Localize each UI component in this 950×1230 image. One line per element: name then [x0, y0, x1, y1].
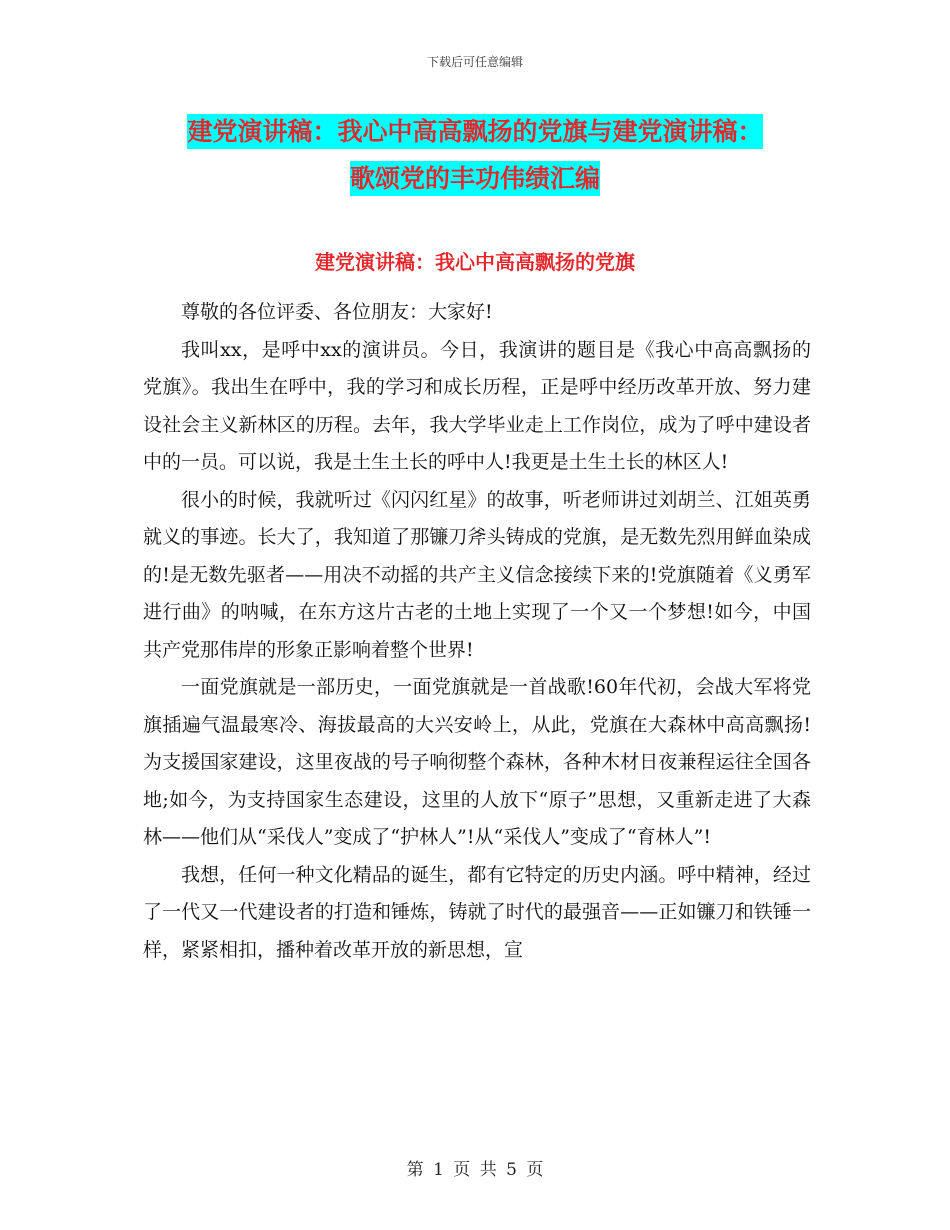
document-title	[130, 108, 820, 202]
paragraph: 很小的时候，我就听过《闪闪红星》的故事，听老师讲过刘胡兰、江姐英勇就义的事迹。长大了，我知道了那镰刀斧头铸成的党旗，是无数先烈用鲜血染成的!是无数先驱者——用决不动摇的共产主义信念接续下来的!党旗随着《义勇军进行曲》的呐喊，在东方这片古老的土地上实现了一个又一个梦想!如今，中国共产党那伟岸的形象正影响着整个世界!	[143, 488, 811, 661]
paragraph: 一面党旗就是一部历史，一面党旗就是一首战歌!60年代初，会战大军将党旗插遍气温最寒冷、海拔最高的大兴安岭上，从此，党旗在大森林中高高飘扬!为支援国家建设，这里夜战的号子响彻整个森林，各种木材日夜兼程运往全国各地;如今，为支持国家生态建设，这里的人放下“原子”思想，又重新走进了大森林——他们从“采伐人”变成了“护林人”!从“采伐人”变成了“育林人”!	[143, 676, 811, 848]
section-title: 建党演讲稿：我心中高高飘扬的党旗	[315, 250, 635, 274]
document-title-line-1: 建党演讲稿：我心中高高飘扬的党旗与建党演讲稿：	[187, 114, 762, 149]
paragraph: 我叫xx，是呼中xx的演讲员。今日，我演讲的题目是《我心中高高飘扬的党旗》。我出生在呼中，我的学习和成长历程，正是呼中经历改革开放、努力建设社会主义新林区的历程。去年，我大学毕业走上工作岗位，成为了呼中建设者中的一员。可以说，我是土生土长的呼中人!我更是土生土长的林区人!	[143, 338, 811, 473]
paragraph-greeting: 尊敬的各位评委、各位朋友：大家好!	[181, 301, 493, 323]
page-header-note: 下载后可任意编辑	[426, 55, 523, 69]
page-number-footer: 第 1 页 共 5 页	[406, 1160, 544, 1180]
document-title-line-2: 歌颂党的丰功伟绩汇编	[350, 161, 600, 196]
paragraph: 我想，任何一种文化精品的诞生，都有它特定的历史内涵。呼中精神，经过了一代又一代建设者的打造和锤炼，铸就了时代的最强音——正如镰刀和铁锤一样，紧紧相扣，播种着改革开放的新思想，宣	[143, 863, 811, 961]
document-body	[143, 294, 811, 969]
